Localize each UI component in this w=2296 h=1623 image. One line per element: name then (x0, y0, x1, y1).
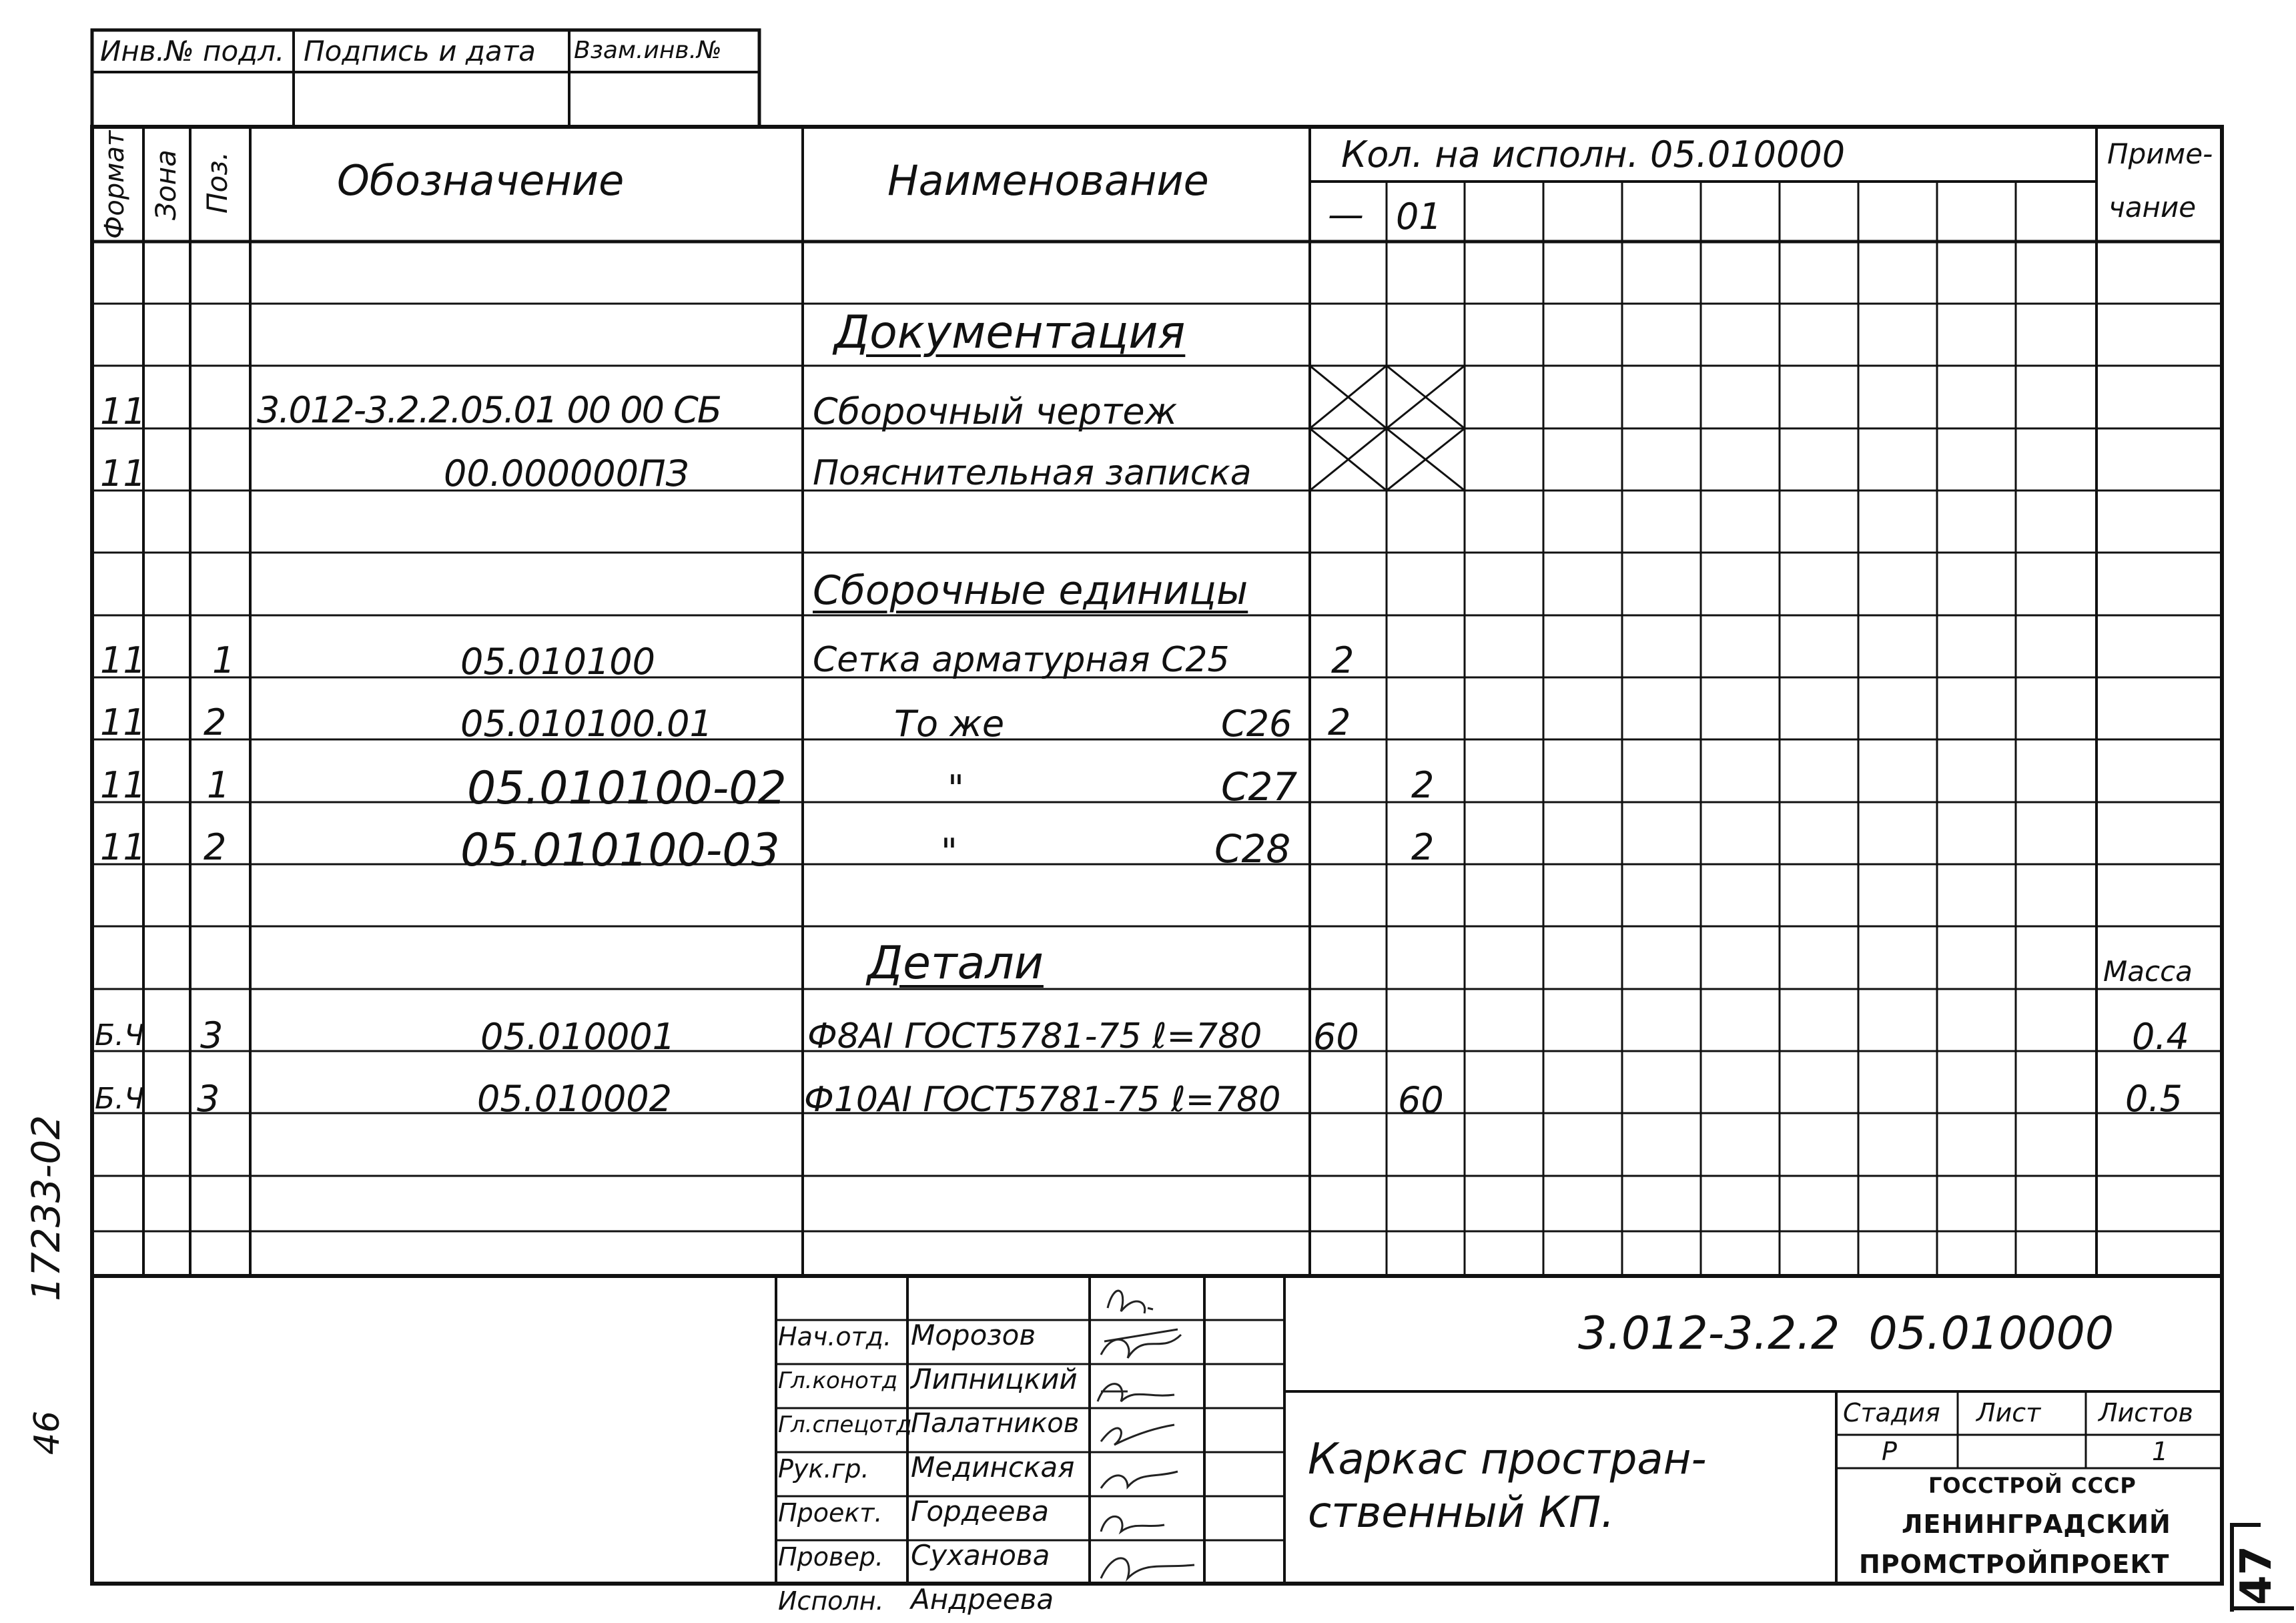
stamp-vzam-inv: Взам.инв.№ (574, 37, 722, 64)
row8-poz: 3 (197, 1078, 220, 1120)
header-poz: Поз. (201, 151, 234, 214)
tb-listov: 1 (2152, 1437, 2169, 1466)
tb-role-2: Гл.спецотд (778, 1411, 912, 1438)
tb-role-5: Провер. (778, 1542, 883, 1572)
tb-org-3: ПРОМСТРОЙПРОЕКТ (1859, 1550, 2170, 1579)
row5-poz: 1 (207, 764, 230, 806)
row4-naim: То же (894, 703, 1005, 745)
row3-naim: Сетка арматурная С25 (813, 640, 1230, 680)
row2-oboz: 00.000000ПЗ (444, 452, 689, 495)
row8-q2: 60 (1398, 1079, 1444, 1121)
row6-naim: " (941, 831, 958, 873)
tb-listov-label: Листов (2098, 1398, 2193, 1427)
header-zona: Зона (149, 149, 182, 220)
section-details: Детали (867, 937, 1044, 990)
tb-role-4: Проект. (778, 1498, 883, 1528)
tb-role-3: Рук.гр. (778, 1454, 869, 1484)
row4-poz: 2 (204, 701, 227, 743)
row7-oboz: 05.010001 (480, 1016, 676, 1058)
row3-oboz: 05.010100 (460, 641, 656, 683)
row2-format: 11 (100, 452, 146, 495)
tb-role-0: Нач.отд. (778, 1322, 892, 1351)
tb-list-label: Лист (1976, 1398, 2041, 1427)
row1-oboz: 3.012-3.2.2.05.01 00 00 СБ (257, 389, 721, 431)
tb-name-0: Морозов (911, 1319, 1036, 1351)
tb-name-5: Суханова (911, 1539, 1050, 1572)
row5-oboz: 05.010100-02 (467, 762, 787, 815)
header-primechanie-2: чание (2109, 191, 2197, 224)
row8-naim: Ф10АI ГОСТ5781-75 ℓ=780 (804, 1080, 1281, 1120)
row5-naim: " (947, 767, 964, 809)
row6-oboz: 05.010100-03 (460, 824, 780, 877)
header-col-dash: — (1328, 194, 1364, 236)
tb-stadia-label: Стадия (1843, 1398, 1940, 1427)
corner-number: 47 (2232, 1545, 2281, 1605)
row7-naim: Ф8АI ГОСТ5781-75 ℓ=780 (807, 1016, 1262, 1056)
row8-format: Б.Ч (95, 1082, 145, 1116)
row4-format: 11 (100, 701, 146, 743)
row7-poz: 3 (200, 1014, 224, 1056)
stamp-inv-podl: Инв.№ подл. (100, 35, 285, 67)
row6-poz: 2 (204, 826, 227, 868)
tb-name-2: Палатников (911, 1408, 1080, 1439)
margin-inv-number: 17233-02 (23, 1114, 69, 1301)
row6-format: 11 (100, 826, 146, 868)
section-assembly-units: Сборочные единицы (813, 567, 1248, 614)
row8-prim: 0.5 (2125, 1078, 2183, 1120)
signatures (1098, 1291, 1194, 1578)
tb-name-3: Мединская (911, 1451, 1075, 1484)
row5-format: 11 (100, 764, 146, 806)
row5-naim-code: С27 (1221, 764, 1298, 809)
header-oboznachenie: Обозначение (337, 156, 625, 205)
header-naimenovanie: Наименование (887, 156, 1209, 205)
row2-naim: Пояснительная записка (813, 453, 1252, 493)
row6-q2: 2 (1411, 826, 1435, 868)
row1-naim: Сборочный чертеж (813, 390, 1178, 432)
stamp-podpis-data: Подпись и дата (304, 35, 536, 67)
tb-name-1: Липницкий (911, 1363, 1078, 1395)
section-massa: Масса (2103, 955, 2193, 988)
row1-format: 11 (100, 390, 146, 432)
row8-oboz: 05.010002 (477, 1078, 673, 1120)
tb-stadia: Р (1882, 1437, 1897, 1466)
header-format: Формат (99, 130, 130, 239)
row5-q2: 2 (1411, 764, 1435, 806)
margin-sheet-number: 46 (27, 1410, 67, 1455)
row3-q1: 2 (1331, 639, 1355, 681)
row6-naim-code: С28 (1214, 826, 1291, 872)
row4-q1: 2 (1328, 701, 1351, 743)
section-documentation: Документация (834, 306, 1186, 359)
row3-format: 11 (100, 639, 146, 681)
header-kol-title: Кол. на исполн. 05.010000 (1341, 133, 1846, 176)
tb-title-1: Каркас простран- (1308, 1435, 1707, 1484)
header-primechanie-1: Приме- (2107, 137, 2213, 170)
row4-naim-code: С26 (1221, 703, 1292, 745)
row4-oboz: 05.010100.01 (460, 703, 713, 745)
row7-q1: 60 (1313, 1016, 1359, 1058)
row3-poz: 1 (212, 639, 236, 681)
tb-role-1: Гл.конотд (778, 1367, 898, 1394)
row7-prim: 0.4 (2132, 1016, 2189, 1058)
row7-format: Б.Ч (95, 1018, 145, 1052)
tb-name-4: Гордеева (911, 1495, 1049, 1528)
tb-org-1: ГОССТРОЙ СССР (1928, 1473, 2137, 1498)
tb-org-2: ЛЕНИНГРАДСКИЙ (1902, 1510, 2171, 1539)
tb-role-6: Исполн. (778, 1586, 884, 1616)
tb-title-2: ственный КП. (1308, 1488, 1615, 1538)
header-col-01: 01 (1396, 196, 1442, 238)
tb-name-6: Андреева (911, 1583, 1054, 1616)
tb-document-code: 3.012-3.2.2 05.010000 (1578, 1307, 2115, 1360)
